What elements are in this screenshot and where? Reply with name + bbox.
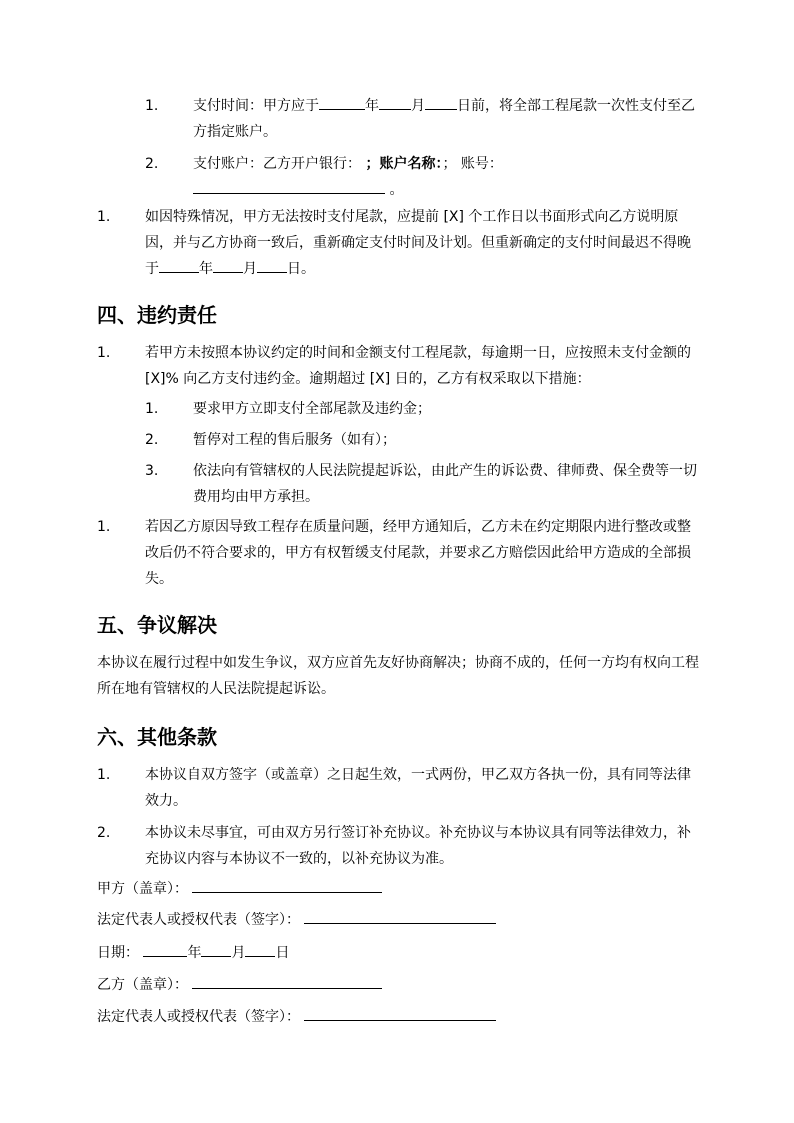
list-number: 2. — [145, 156, 159, 172]
list-number: 1. — [97, 519, 111, 535]
section-title-other: 六、其他条款 — [97, 725, 217, 749]
list-item: 2. 暂停对工程的售后服务（如有）； — [145, 432, 396, 448]
blank-month[interactable] — [201, 940, 231, 957]
party-b-signature-line[interactable] — [304, 1004, 496, 1021]
party-b-seal: 乙方（盖章）： — [97, 972, 382, 995]
section-title-dispute: 五、争议解决 — [97, 613, 217, 637]
blank-day[interactable] — [425, 95, 457, 110]
list-item: 3. 依法向有管辖权的人民法院提起诉讼，由此产生的诉讼费、律师费、保全费等一切费用均由甲方承担。 — [145, 463, 697, 505]
blank-account[interactable] — [193, 179, 385, 194]
list-number: 1. — [145, 98, 159, 114]
dispute-paragraph: 本协议在履行过程中如发生争议，双方应首先友好协商解决；协商不成的，任何一方均有权向工程所在地有管辖权的人民法院提起诉讼。 — [97, 655, 699, 697]
list-item: 1. 如因特殊情况，甲方无法按时支付尾款，应提前 [X] 个工作日以书面形式向乙方说明原因，并与乙方协商一致后，重新确定支付时间及计划。但重新确定的支付时间最迟不得晚于 年 月 日。 — [97, 204, 699, 282]
payment-list — [145, 93, 699, 203]
list-item: 1. 要求甲方立即支付全部尾款及违约金； — [145, 401, 431, 417]
party-a-signature-line[interactable] — [304, 907, 496, 924]
blank-year[interactable] — [159, 258, 199, 273]
other-list — [97, 762, 699, 872]
party-a-seal: 甲方（盖章）： — [97, 876, 382, 899]
list-item: 1. 本协议自双方签字（或盖章）之日起生效，一式两份，甲乙双方各执一份，具有同等法律效力。 — [97, 767, 691, 809]
breach-sub-list — [145, 396, 699, 510]
party-b-rep: 法定代表人或授权代表（签字）： — [97, 1004, 496, 1027]
party-a-rep: 法定代表人或授权代表（签字）： — [97, 907, 496, 930]
list-number: 1. — [97, 345, 111, 361]
blank-month[interactable] — [213, 258, 243, 273]
section-title-breach: 四、违约责任 — [97, 303, 217, 327]
list-item: 1. 支付时间：甲方应于 年 月 日前，将全部工程尾款一次性支付至乙方指定账户。 — [145, 93, 699, 145]
list-number: 1. — [97, 209, 111, 225]
party-a-seal-line[interactable] — [192, 876, 382, 893]
list-item: 1. 若甲方未按照本协议约定的时间和金额支付工程尾款，每逾期一日，应按照未支付金额的 [X]% 向乙方支付违约金。逾期超过 [X] 日的，乙方有权采取以下措施： — [97, 340, 699, 392]
list-item: 1. 若因乙方原因导致工程存在质量问题，经甲方通知后，乙方未在约定期限内进行整改或整改后仍不符合要求的，甲方有权暂缓支付尾款，并要求乙方赔偿因此给甲方造成的全部损失。 — [97, 514, 699, 592]
list-item: 2. 支付账户：乙方开户银行： ；账户名称：； 账号： 。 — [145, 151, 699, 203]
breach-list-2 — [97, 514, 699, 592]
sign-date: 日期： 年 月 日 — [97, 940, 289, 963]
blank-day[interactable] — [257, 258, 287, 273]
blank-year[interactable] — [143, 940, 187, 957]
blank-year[interactable] — [319, 95, 365, 110]
list-item: 2. 本协议未尽事宜，可由双方另行签订补充协议。补充协议与本协议具有同等法律效力，补充协议内容与本协议不一致的，以补充协议为准。 — [97, 825, 691, 867]
blank-month[interactable] — [379, 95, 411, 110]
party-b-seal-line[interactable] — [192, 972, 382, 989]
blank-day[interactable] — [245, 940, 275, 957]
breach-list — [97, 340, 699, 392]
special-list — [97, 204, 699, 282]
